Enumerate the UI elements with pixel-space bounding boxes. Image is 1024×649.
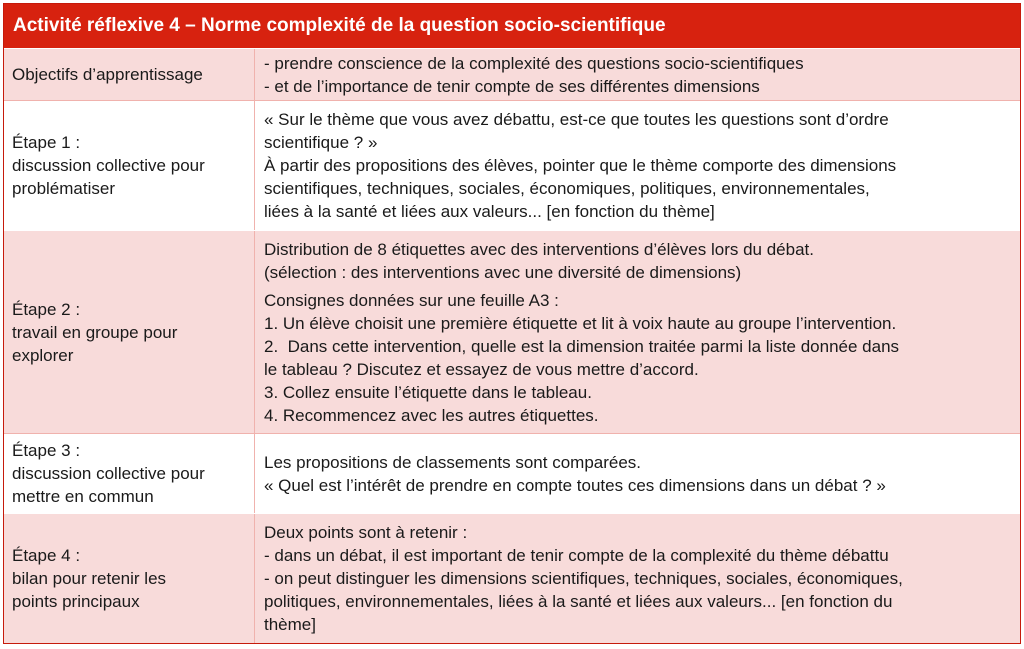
content-line: 3. Collez ensuite l’étiquette dans le tableau. bbox=[264, 382, 592, 402]
row-label bbox=[4, 231, 255, 433]
content-line: scientifiques, techniques, sociales, économiques, politiques, environnementales, bbox=[264, 179, 870, 198]
label-line: explorer bbox=[12, 345, 74, 365]
label-line: Étape 1 : bbox=[12, 133, 81, 152]
row-etape-2 bbox=[4, 230, 1020, 433]
content-line: - on peut distinguer les dimensions scientifiques, techniques, sociales, économiques, bbox=[264, 569, 903, 588]
label-line: Objectifs d’apprentissage bbox=[12, 65, 203, 84]
label-line: Étape 2 : bbox=[12, 299, 81, 319]
label-line: discussion collective pour bbox=[12, 464, 205, 483]
row-content bbox=[255, 514, 1020, 643]
row-objectives bbox=[4, 48, 1020, 100]
label-line: discussion collective pour bbox=[12, 156, 205, 175]
label-line: bilan pour retenir les bbox=[12, 569, 167, 588]
row-content bbox=[255, 434, 1020, 513]
content-line: thème] bbox=[264, 615, 316, 634]
label-line: travail en groupe pour bbox=[12, 322, 178, 342]
content-line: 4. Recommencez avec les autres étiquettes. bbox=[264, 405, 599, 425]
content-line: politiques, environnementales, liées à la santé et liées aux valeurs... [en fonction du bbox=[264, 592, 893, 611]
content-line: - prendre conscience de la complexité des questions socio-scientifiques bbox=[264, 53, 804, 73]
content-line: Deux points sont à retenir : bbox=[264, 523, 468, 542]
row-content bbox=[255, 49, 1020, 100]
content-line: 2. Dans cette intervention, quelle est la dimension traitée parmi la liste donnée dans bbox=[264, 336, 900, 356]
row-etape-3 bbox=[4, 433, 1020, 513]
row-label bbox=[4, 434, 255, 513]
content-line: À partir des propositions des élèves, pointer que le thème comporte des dimensions bbox=[264, 156, 897, 175]
row-label bbox=[4, 514, 255, 643]
content-line: - et de l’importance de tenir compte de ses différentes dimensions bbox=[264, 76, 760, 96]
row-label bbox=[4, 101, 255, 230]
content-line: - dans un débat, il est important de tenir compte de la complexité du thème débattu bbox=[264, 546, 889, 565]
row-content bbox=[255, 231, 1020, 433]
content-line: Consignes données sur une feuille A3 : bbox=[264, 290, 559, 310]
activity-table bbox=[3, 3, 1021, 644]
label-line: problématiser bbox=[12, 179, 115, 198]
label-line: Étape 3 : bbox=[12, 441, 81, 460]
content-line: scientifique ? » bbox=[264, 133, 378, 152]
content-line: Distribution de 8 étiquettes avec des interventions d’élèves lors du débat. bbox=[264, 239, 814, 259]
label-line: mettre en commun bbox=[12, 487, 154, 506]
content-line: (sélection : des interventions avec une diversité de dimensions) bbox=[264, 262, 742, 282]
content-line: « Sur le thème que vous avez débattu, est-ce que toutes les questions sont d’ordre bbox=[264, 110, 889, 129]
content-line: « Quel est l’intérêt de prendre en compte toutes ces dimensions dans un débat ? » bbox=[264, 475, 886, 495]
row-etape-4 bbox=[4, 513, 1020, 643]
content-line: Les propositions de classements sont comparées. bbox=[264, 452, 642, 472]
row-content bbox=[255, 101, 1020, 230]
label-line: Étape 4 : bbox=[12, 546, 81, 565]
row-etape-1 bbox=[4, 100, 1020, 230]
content-line: liées à la santé et liées aux valeurs... [en fonction du thème] bbox=[264, 202, 715, 221]
row-label bbox=[4, 49, 255, 100]
content-line: 1. Un élève choisit une première étiquette et lit à voix haute au groupe l’intervention. bbox=[264, 313, 897, 333]
content-line: le tableau ? Discutez et essayez de vous mettre d’accord. bbox=[264, 359, 699, 379]
table-title: Activité réflexive 4 – Norme complexité de la question socio-scientifique bbox=[4, 4, 1020, 48]
label-line: points principaux bbox=[12, 592, 140, 611]
